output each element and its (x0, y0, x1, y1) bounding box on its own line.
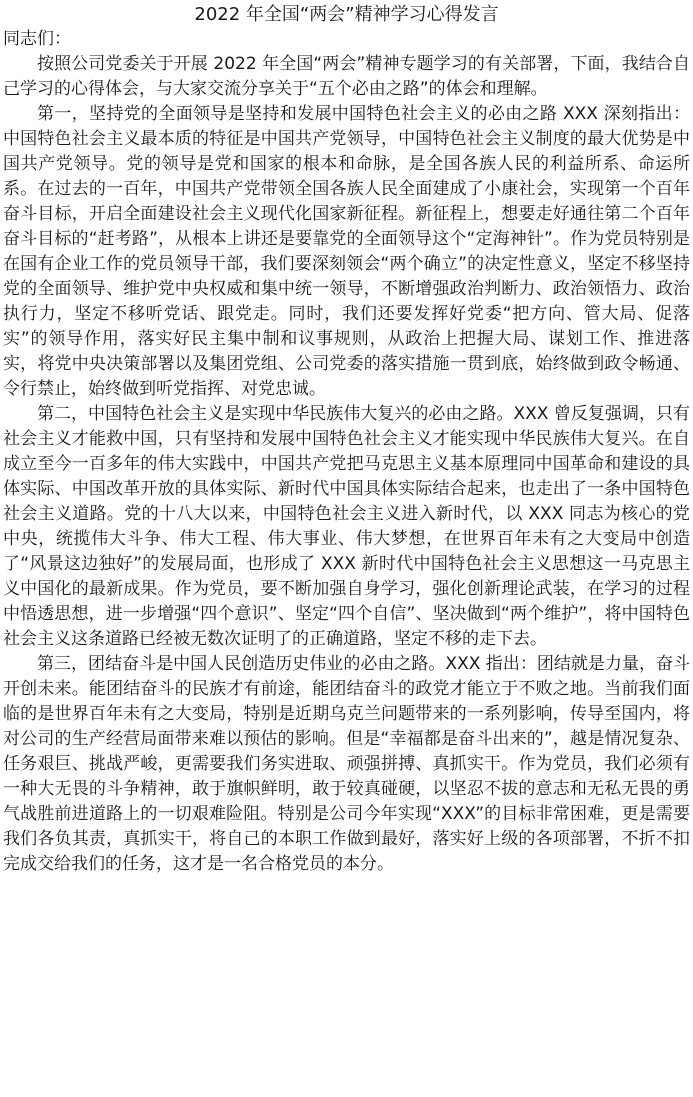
document-title: 2022 年全国“两会”精神学习心得发言 (194, 4, 499, 25)
paragraph-third-point: 第三，团结奋斗是中国人民创造历史伟业的必由之路。XXX 指出：团结就是力量，奋斗开创未来。能团结奋斗的民族才有前途，能团结奋斗的政党才能立于不败之地。当前我们面临的是世界百年未有之大变局，特别是近期乌克兰问题带来的一系列影响，传导至国内，将对公司的生产经营局面带来难以预估的影响。但是“幸福都是奋斗出来的”，越是情况复杂、任务艰巨、挑战严峻，更需要我们务实进取、顽强拼搏、真抓实干。作为党员，我们必须有一种大无畏的斗争精神，敢于旗帜鲜明，敢于较真碰硬，以坚忍不拔的意志和无私无畏的勇气战胜前进道路上的一切艰难险阻。特别是公司今年实现“XXX”的目标非常困难，更是需要我们各负其责，真抓实干，将自己的本职工作做到最好，落实好上级的各项部署，不折不扣完成交给我们的任务，这才是一名合格党员的本分。 (3, 654, 690, 874)
paragraph-first-point: 第一，坚持党的全面领导是坚持和发展中国特色社会主义的必由之路 XXX 深刻指出：中国特色社会主义最本质的特征是中国共产党领导，中国特色社会主义制度的最大优势是中国共产党领导。党的领导是党和国家的根本和命脉，是全国各族人民的利益所系、命运所系。在过去的一百年，中国共产党带领全国各族人民全面建成了小康社会，实现第一个百年奋斗目标，开启全面建设社会主义现代化国家新征程。新征程上，想要走好通往第二个百年奋斗目标的“赶考路”，从根本上讲还是要靠党的全面领导这个“定海神针”。作为党员特别是在国有企业工作的党员领导干部，我们要深刻领会“两个确立”的决定性意义，坚定不移坚持党的全面领导、维护党中央权威和集中统一领导，不断增强政治判断力、政治领悟力、政治执行力，坚定不移听党话、跟党走。同时，我们还要发挥好党委“把方向、管大局、促落实”的领导作用，落实好民主集中制和议事规则，从政治上把握大局、谋划工作、推进落实，将党中央决策部署以及集团党组、公司党委的落实措施一贯到底，始终做到政令畅通、令行禁止，始终做到听党指挥、对党忠诚。 (3, 104, 690, 399)
paragraph-intro: 按照公司党委关于开展 2022 年全国“两会”精神专题学习的有关部署，下面，我结合自己学习的心得体会，与大家交流分享关于“五个必由之路”的体会和理解。 (3, 54, 690, 99)
salutation: 同志们： (3, 29, 71, 49)
paragraph-second-point: 第二，中国特色社会主义是实现中华民族伟大复兴的必由之路。XXX 曾反复强调，只有社会主义才能救中国，只有坚持和发展中国特色社会主义才能实现中华民族伟大复兴。在自成立至今一百多年的伟大实践中，中国共产党把马克思主义基本原理同中国革命和建设的具体实际、中国改革开放的具体实际、新时代中国具体实际结合起来，也走出了一条中国特色社会主义道路。党的十八大以来，中国特色社会主义进入新时代，以 XXX 同志为核心的党中央，统揽伟大斗争、伟大工程、伟大事业、伟大梦想，在世界百年未有之大变局中创造了“风景这边独好”的发展局面，也形成了 XXX 新时代中国特色社会主义思想这一马克思主义中国化的最新成果。作为党员，要不断加强自身学习，强化创新理论武装，在学习的过程中悟透思想，进一步增强“四个意识”、坚定“四个自信”、坚决做到“两个维护”，将中国特色社会主义这条道路已经被无数次证明了的正确道路，坚定不移的走下去。 (3, 404, 690, 649)
